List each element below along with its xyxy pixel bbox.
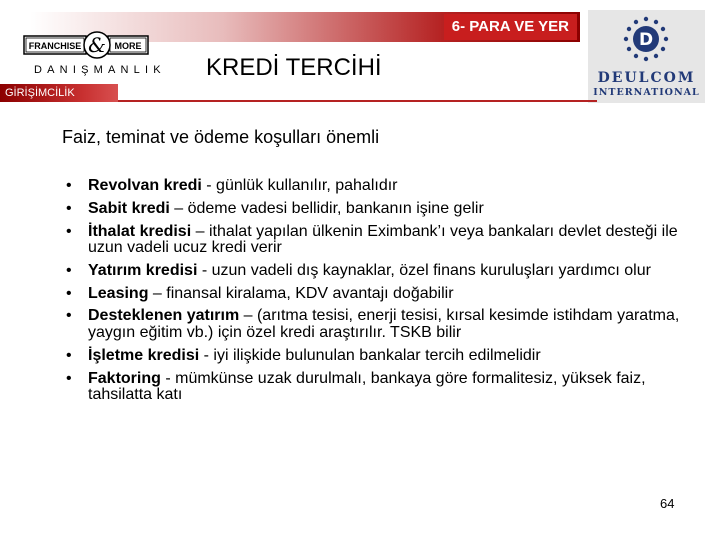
credit-term: İthalat kredisi (88, 222, 192, 240)
credit-description: – finansal kiralama, KDV avantajı doğabilir (148, 284, 454, 302)
bullet-icon: • (66, 346, 72, 364)
deulcom-logo (588, 10, 705, 103)
list-item (66, 308, 706, 341)
credit-term: İşletme kredisi (88, 346, 200, 364)
credit-description: - mümkünse uzak durulmalı, bankaya göre formalitesiz, yüksek faiz, tahsilatta katı (88, 369, 646, 404)
bullet-icon: • (66, 222, 72, 240)
deulcom-monogram: D (638, 30, 654, 50)
logo-word-left: FRANCHISE (28, 41, 82, 51)
credit-term: Leasing (88, 284, 149, 302)
logo-word-right: MORE (114, 41, 142, 51)
subtitle: Faiz, teminat ve ödeme koşulları önemli (62, 127, 380, 147)
list-item (66, 201, 706, 218)
page-title: KREDİ TERCİHİ (206, 54, 382, 81)
credit-term: Desteklenen yatırım (88, 307, 240, 325)
franchise-more-logo (22, 22, 166, 84)
bullet-icon: • (66, 177, 72, 194)
franchise-more-wordmark (22, 30, 162, 60)
credit-description: - günlük kullanılır, pahalıdır (201, 177, 398, 194)
credit-term: Yatırım kredisi (88, 261, 198, 279)
credit-description: – ödeme vadesi bellidir, bankanın işine gelir (169, 199, 484, 217)
credit-term: Faktoring (88, 369, 161, 387)
credit-description: - uzun vadeli dış kaynaklar, özel finans kuruluşları yardımcı olur (197, 261, 651, 279)
credit-term: Sabit kredi (88, 199, 170, 217)
logo-ampersand: & (88, 33, 106, 57)
credit-description: – (arıtma tesisi, enerji tesisi, kırsal kesimde istihdam yaratma, yaygın eğitim vb.) için özel kredi araştırılır. TSKB bilir (88, 307, 680, 341)
list-item (66, 224, 706, 257)
bullet-icon: • (66, 369, 72, 387)
credit-types-list (66, 178, 706, 410)
page-number: 64 (660, 496, 675, 511)
list-item (66, 371, 706, 404)
list-item (66, 178, 706, 195)
bullet-icon: • (66, 199, 72, 217)
logo-tagline: DANIŞMANLIK (34, 64, 166, 76)
bullet-icon: • (66, 284, 72, 302)
section-label: 6- PARA VE YER (444, 14, 577, 40)
deulcom-subname: INTERNATIONAL (593, 87, 700, 98)
bullet-icon: • (66, 261, 72, 279)
deulcom-name: DEULCOM (597, 70, 696, 86)
list-item (66, 263, 706, 280)
list-item (66, 348, 706, 365)
category-tag: GİRİŞİMCİLİK (0, 84, 118, 102)
bullet-icon: • (66, 307, 72, 325)
credit-description: - iyi ilişkide bulunulan bankalar tercih edilmelidir (199, 346, 541, 364)
deulcom-emblem-icon (621, 14, 671, 64)
credit-term: Revolvan kredi (88, 177, 202, 194)
credit-description: – ithalat yapılan ülkenin Eximbank’ı veya bankaları devlet desteği ile uzun vadeli ucuz kredi verir (88, 222, 678, 257)
list-item (66, 286, 706, 303)
